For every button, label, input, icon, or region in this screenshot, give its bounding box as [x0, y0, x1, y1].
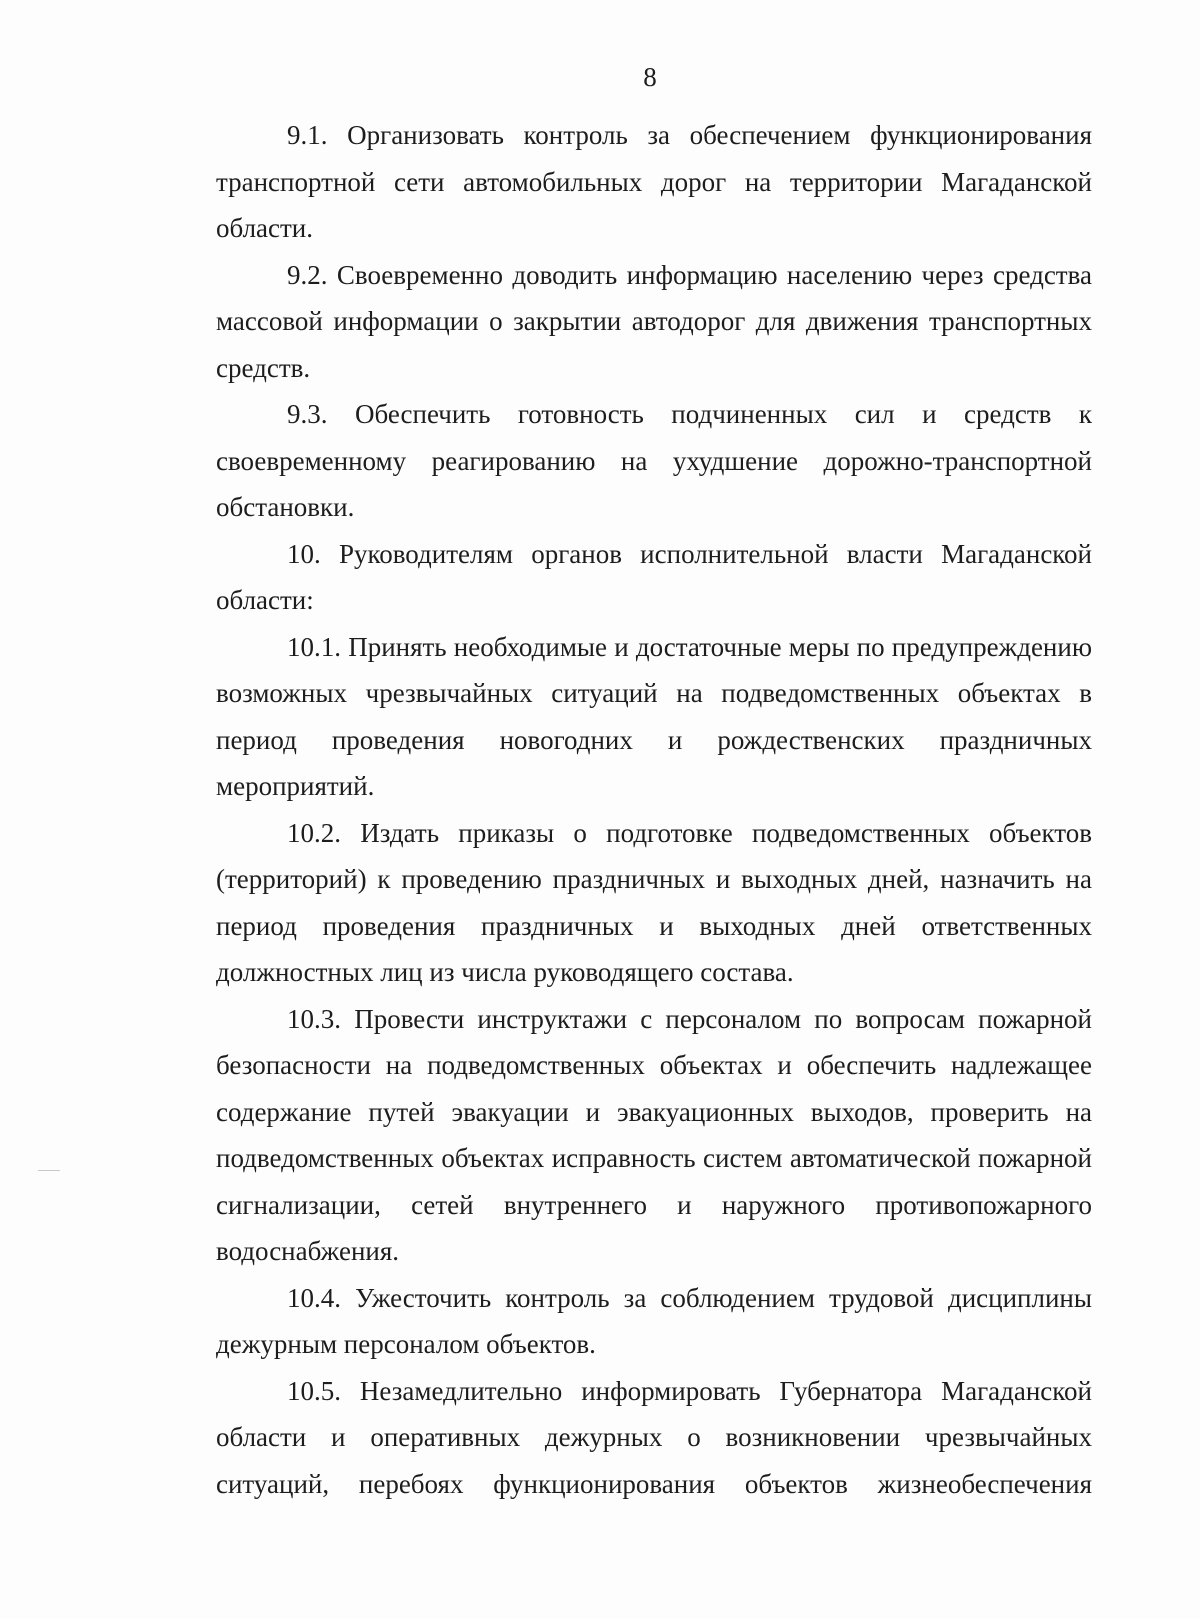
scan-mark	[38, 1170, 60, 1171]
paragraph-10-4: 10.4. Ужесточить контроль за соблюдением трудовой дисциплины дежурным персоналом объектов.	[216, 1282, 1092, 1359]
paragraph-10-1: 10.1. Принять необходимые и достаточные меры по предупреждению возможных чрезвычайных ситуаций на подведомственных объектах в период проведения новогодних и рождественских праздничных мероприятий.	[216, 631, 1092, 801]
paragraph-9-1: 9.1. Организовать контроль за обеспечением функционирования транспортной сети автомобильных дорог на территории Магаданской области.	[216, 120, 1092, 243]
document-body	[216, 112, 1092, 1507]
page-number: 8	[643, 62, 657, 92]
paragraph-9-2: 9.2. Своевременно доводить информацию населению через средства массовой информации о закрытии автодорог для движения транспортных средств.	[216, 259, 1092, 383]
paragraph-10-3: 10.3. Провести инструктажи с персоналом по вопросам пожарной безопасности на подведомственных объектах и обеспечить надлежащее содержание путей эвакуации и эвакуационных выходов, проверить на подведомственных объектах исправность систем автоматической пожарной сигнализации, сетей внутреннего и наружного противопожарного водоснабжения.	[216, 1003, 1092, 1266]
paragraph-9-3: 9.3. Обеспечить готовность подчиненных сил и средств к своевременному реагированию на ухудшение дорожно-транспортной обстановки.	[216, 399, 1092, 522]
paragraph-10-5: 10.5. Незамедлительно информировать Губернатора Магаданской области и оперативных дежурных о возникновении чрезвычайных ситуаций, перебоях функционирования объектов жизнеобеспечения	[216, 1375, 1092, 1499]
paragraph-10: 10. Руководителям органов исполнительной власти Магаданской области:	[216, 538, 1092, 615]
paragraph-10-2: 10.2. Издать приказы о подготовке подведомственных объектов (территорий) к проведению праздничных и выходных дней, назначить на период проведения праздничных и выходных дней ответственных должностных лиц из числа руководящего состава.	[216, 817, 1092, 987]
